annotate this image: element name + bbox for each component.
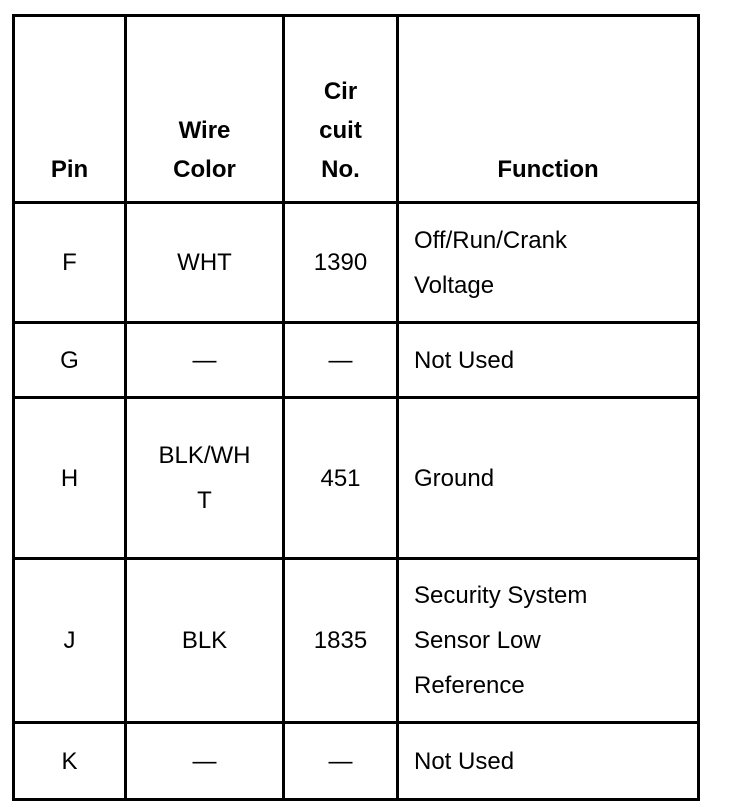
- header-function: Function: [398, 16, 699, 203]
- table-row: [14, 398, 699, 559]
- cell-function: Ground: [398, 398, 699, 559]
- cell-wire-color: [126, 398, 284, 559]
- cell-wire-color: BLK: [126, 559, 284, 723]
- cell-circuit: —: [284, 723, 398, 800]
- header-circuit-line2: cuit: [319, 117, 362, 144]
- table-row: [14, 559, 699, 723]
- cell-wire-color: —: [126, 323, 284, 398]
- header-wire-color-label: Wire Color: [173, 117, 236, 183]
- cell-function: [398, 203, 699, 323]
- connector-pinout-table: [12, 14, 700, 801]
- cell-function: Not Used: [398, 723, 699, 800]
- header-circuit-no: [284, 16, 398, 203]
- table-row: [14, 323, 699, 398]
- header-pin: Pin: [14, 16, 126, 203]
- cell-wire-color: —: [126, 723, 284, 800]
- cell-pin: F: [14, 203, 126, 323]
- cell-function-text: Off/Run/Crank Voltage: [414, 226, 567, 299]
- cell-wire-color: WHT: [126, 203, 284, 323]
- header-row: [14, 16, 699, 203]
- cell-pin: K: [14, 723, 126, 800]
- header-circuit-line3: No.: [321, 156, 360, 183]
- cell-function-text: Security System Sensor Low Reference: [414, 582, 588, 699]
- cell-function: Not Used: [398, 323, 699, 398]
- cell-circuit: 451: [284, 398, 398, 559]
- header-wire-color: [126, 16, 284, 203]
- cell-circuit: 1390: [284, 203, 398, 323]
- cell-pin: H: [14, 398, 126, 559]
- cell-function: [398, 559, 699, 723]
- cell-circuit: 1835: [284, 559, 398, 723]
- cell-wire-color-text: BLK/WHT: [158, 442, 251, 514]
- cell-circuit: —: [284, 323, 398, 398]
- header-circuit-line1: Cir: [323, 78, 358, 105]
- cell-pin: J: [14, 559, 126, 723]
- table-row: [14, 203, 699, 323]
- cell-pin: G: [14, 323, 126, 398]
- table-row: [14, 723, 699, 800]
